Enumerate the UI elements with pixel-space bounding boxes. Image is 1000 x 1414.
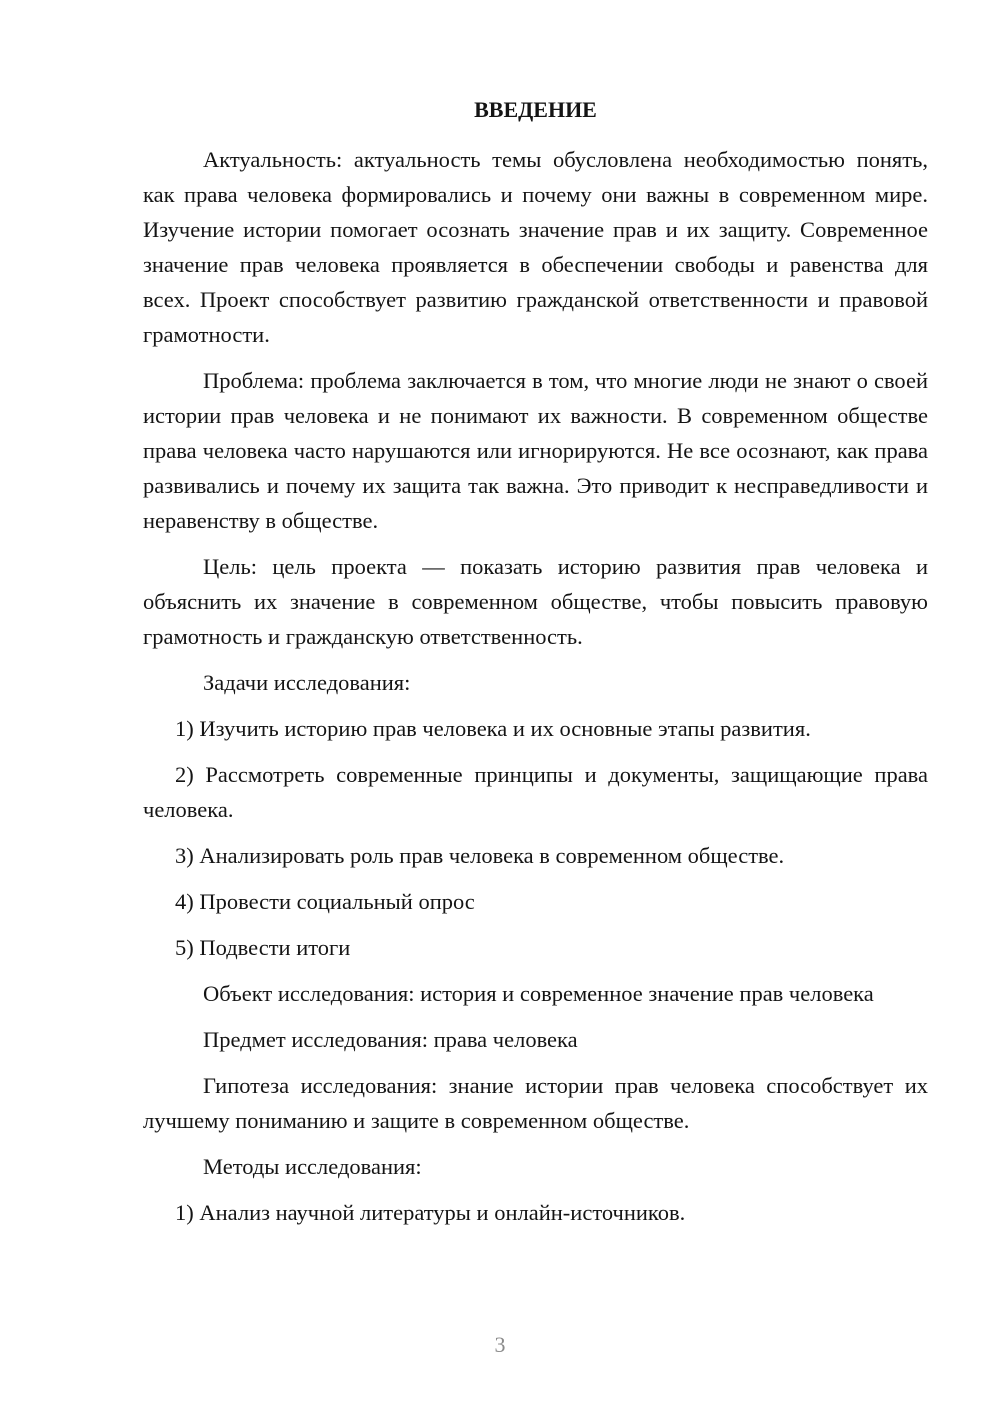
- task-item: 4) Провести социальный опрос: [175, 889, 475, 914]
- relevance-paragraph: Актуальность: актуальность темы обусловлена необходимостью понять, как права человека формировались и почему они важны в современном мире. Изучение истории помогает осознать значение прав и их защиту. Современное значение прав человека проявляется в обеспечении свободы и равенства для всех. Проект способствует развитию гражданской ответственности и правовой грамотности.: [143, 147, 928, 347]
- method-item: 1) Анализ научной литературы и онлайн-источников.: [175, 1200, 686, 1225]
- hypothesis-paragraph: Гипотеза исследования: знание истории прав человека способствует их лучшему пониманию и защите в современном обществе.: [143, 1073, 928, 1133]
- task-item: 5) Подвести итоги: [175, 935, 351, 960]
- task-item: 2) Рассмотреть современные принципы и документы, защищающие права человека.: [143, 762, 928, 822]
- page-number: 3: [494, 1332, 506, 1357]
- goal-paragraph: Цель: цель проекта — показать историю развития прав человека и объяснить их значение в современном обществе, чтобы повысить правовую грамотность и гражданскую ответственность.: [143, 554, 928, 649]
- subject-paragraph: Предмет исследования: права человека: [203, 1027, 578, 1052]
- section-title: ВВЕДЕНИЕ: [474, 97, 597, 122]
- problem-paragraph: Проблема: проблема заключается в том, что многие люди не знают о своей истории прав человека и не понимают их важности. В современном обществе права человека часто нарушаются или игнорируются. Не все осознают, как права развивались и почему их защита так важна. Это приводит к несправедливости и неравенству в обществе.: [143, 368, 928, 533]
- task-item: 1) Изучить историю прав человека и их основные этапы развития.: [175, 716, 811, 741]
- object-paragraph: Объект исследования: история и современное значение прав человека: [203, 981, 874, 1006]
- task-item: 3) Анализировать роль прав человека в современном обществе.: [175, 843, 785, 868]
- tasks-heading: Задачи исследования:: [203, 670, 411, 695]
- methods-heading: Методы исследования:: [203, 1154, 422, 1179]
- document-body: [143, 92, 928, 1241]
